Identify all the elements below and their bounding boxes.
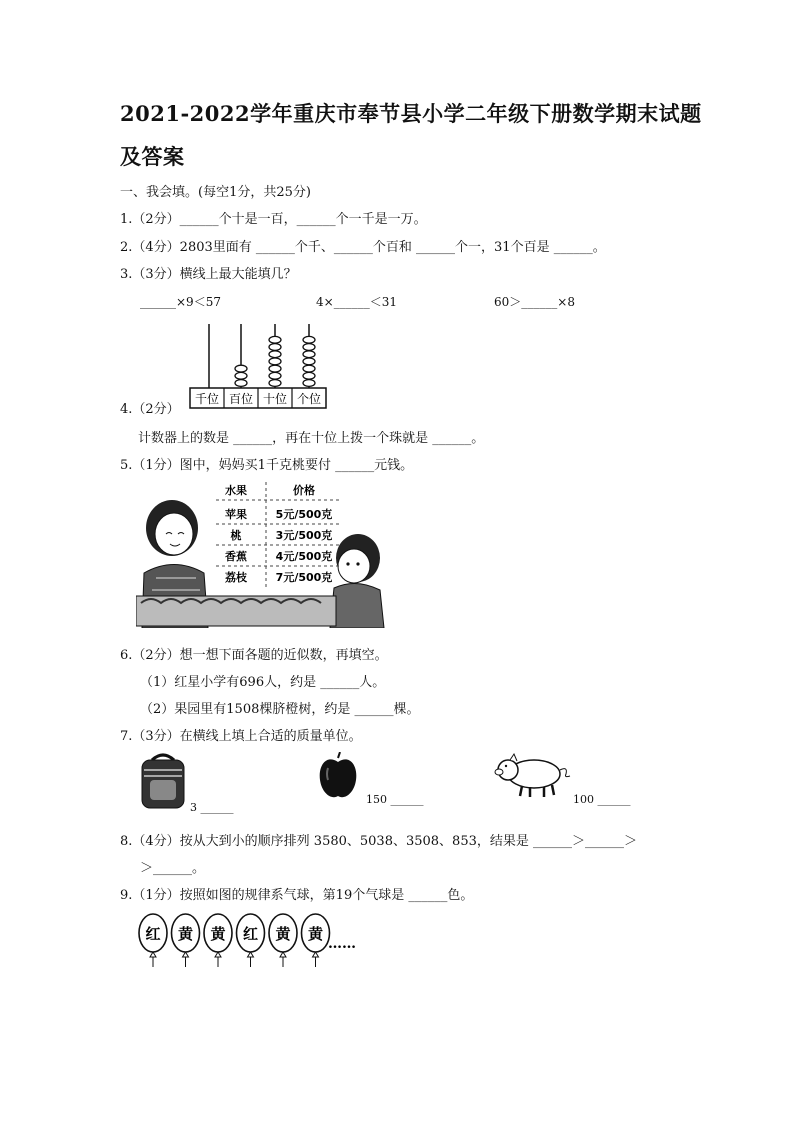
- pig-icon: [492, 752, 572, 800]
- question-4: 4.（2分）: [120, 402, 180, 417]
- question-7-c: 100 ______: [573, 793, 631, 806]
- balloon-row: [136, 910, 376, 974]
- question-3-a: ______×9＜57: [140, 295, 221, 309]
- abacus-bead: [269, 358, 281, 365]
- price-row-fruit: 荔枝: [225, 571, 247, 584]
- abacus-label-hundreds: 百位: [228, 392, 254, 406]
- abacus-bead: [269, 365, 281, 372]
- question-6-b: （2）果园里有1508棵脐橙树，约是 ______棵。: [140, 702, 420, 717]
- price-row-fruit: 香蕉: [225, 550, 247, 563]
- abacus-label-ones: 个位: [296, 392, 322, 406]
- question-6-a: （1）红星小学有696人，约是 ______人。: [140, 675, 386, 690]
- balloon-label: 黄: [177, 925, 194, 943]
- balloon-label: 黄: [307, 925, 324, 943]
- balloon: [237, 914, 265, 967]
- abacus-bead: [235, 365, 247, 372]
- abacus-bead: [269, 336, 281, 343]
- abacus-bead: [303, 358, 315, 365]
- shopping-illustration: [136, 478, 386, 628]
- balloon-label: 黄: [275, 925, 291, 943]
- question-8-line2: ＞______。: [140, 861, 206, 876]
- abacus-figure: [188, 322, 338, 412]
- abacus-bead: [269, 372, 281, 379]
- question-4-text: 计数器上的数是 ______，再在十位上拨一个珠就是 ______。: [138, 431, 485, 446]
- price-table-header-price: 价格: [293, 484, 315, 497]
- page-title-line2: 及答案: [120, 144, 185, 169]
- abacus-bead: [303, 365, 315, 372]
- question-7-a: 3 ______: [190, 801, 234, 814]
- abacus-label-tens: 十位: [262, 392, 288, 406]
- backpack-icon: [138, 752, 188, 810]
- abacus-bead: [235, 372, 247, 379]
- abacus-bead: [303, 380, 315, 387]
- question-8-line1: 8.（4分）按从大到小的顺序排列 3580、5038、3508、853，结果是 ______＞______＞: [120, 834, 638, 849]
- balloon: [172, 914, 200, 967]
- price-row-price: 7元/500克: [275, 571, 333, 584]
- question-1: 1.（2分）______个十是一百，______个一千是一万。: [120, 212, 427, 227]
- abacus-bead: [269, 344, 281, 351]
- question-3-c: 60＞______×8: [494, 295, 575, 309]
- abacus-bead: [303, 336, 315, 343]
- price-table-header-fruit: 水果: [225, 484, 247, 497]
- balloon: [269, 914, 297, 967]
- abacus-bead: [269, 351, 281, 358]
- balloon: [302, 914, 330, 967]
- price-row-fruit: 苹果: [225, 508, 247, 521]
- question-2: 2.（4分）2803里面有 ______个千、______个百和 ______个一，31个百是 ______。: [120, 240, 606, 255]
- question-3-b: 4×______＜31: [316, 295, 397, 309]
- price-row-price: 4元/500克: [275, 550, 333, 563]
- price-row-price: 5元/500克: [275, 508, 333, 521]
- balloon: [204, 914, 232, 967]
- question-7-b: 150 ______: [366, 793, 424, 806]
- price-row-fruit: 桃: [230, 529, 242, 542]
- balloon-ellipsis: ……: [328, 936, 356, 952]
- balloon-label: 红: [145, 925, 161, 943]
- price-row-price: 3元/500克: [275, 529, 333, 542]
- abacus-bead: [303, 372, 315, 379]
- question-6: 6.（2分）想一想下面各题的近似数，再填空。: [120, 648, 388, 663]
- abacus-bead: [269, 380, 281, 387]
- abacus-bead: [235, 380, 247, 387]
- question-3: 3.（3分）横线上最大能填几？: [120, 267, 297, 282]
- balloon-label: 黄: [210, 925, 226, 943]
- abacus-bead: [303, 351, 315, 358]
- page-title-line1: 2021-2022学年重庆市奉节县小学二年级下册数学期末试题: [120, 101, 702, 126]
- abacus-label-thousands: 千位: [194, 392, 220, 406]
- question-5: 5.（1分）图中，妈妈买1千克桃要付 ______元钱。: [120, 458, 414, 473]
- question-7: 7.（3分）在横线上填上合适的质量单位。: [120, 729, 362, 744]
- question-9: 9.（1分）按照如图的规律系气球，第19个气球是 ______色。: [120, 888, 474, 903]
- balloon-label: 红: [242, 925, 259, 943]
- abacus-bead: [303, 344, 315, 351]
- balloon: [139, 914, 167, 967]
- apple-icon: [318, 752, 358, 800]
- section-heading: 一、我会填。(每空1分，共25分): [120, 185, 311, 200]
